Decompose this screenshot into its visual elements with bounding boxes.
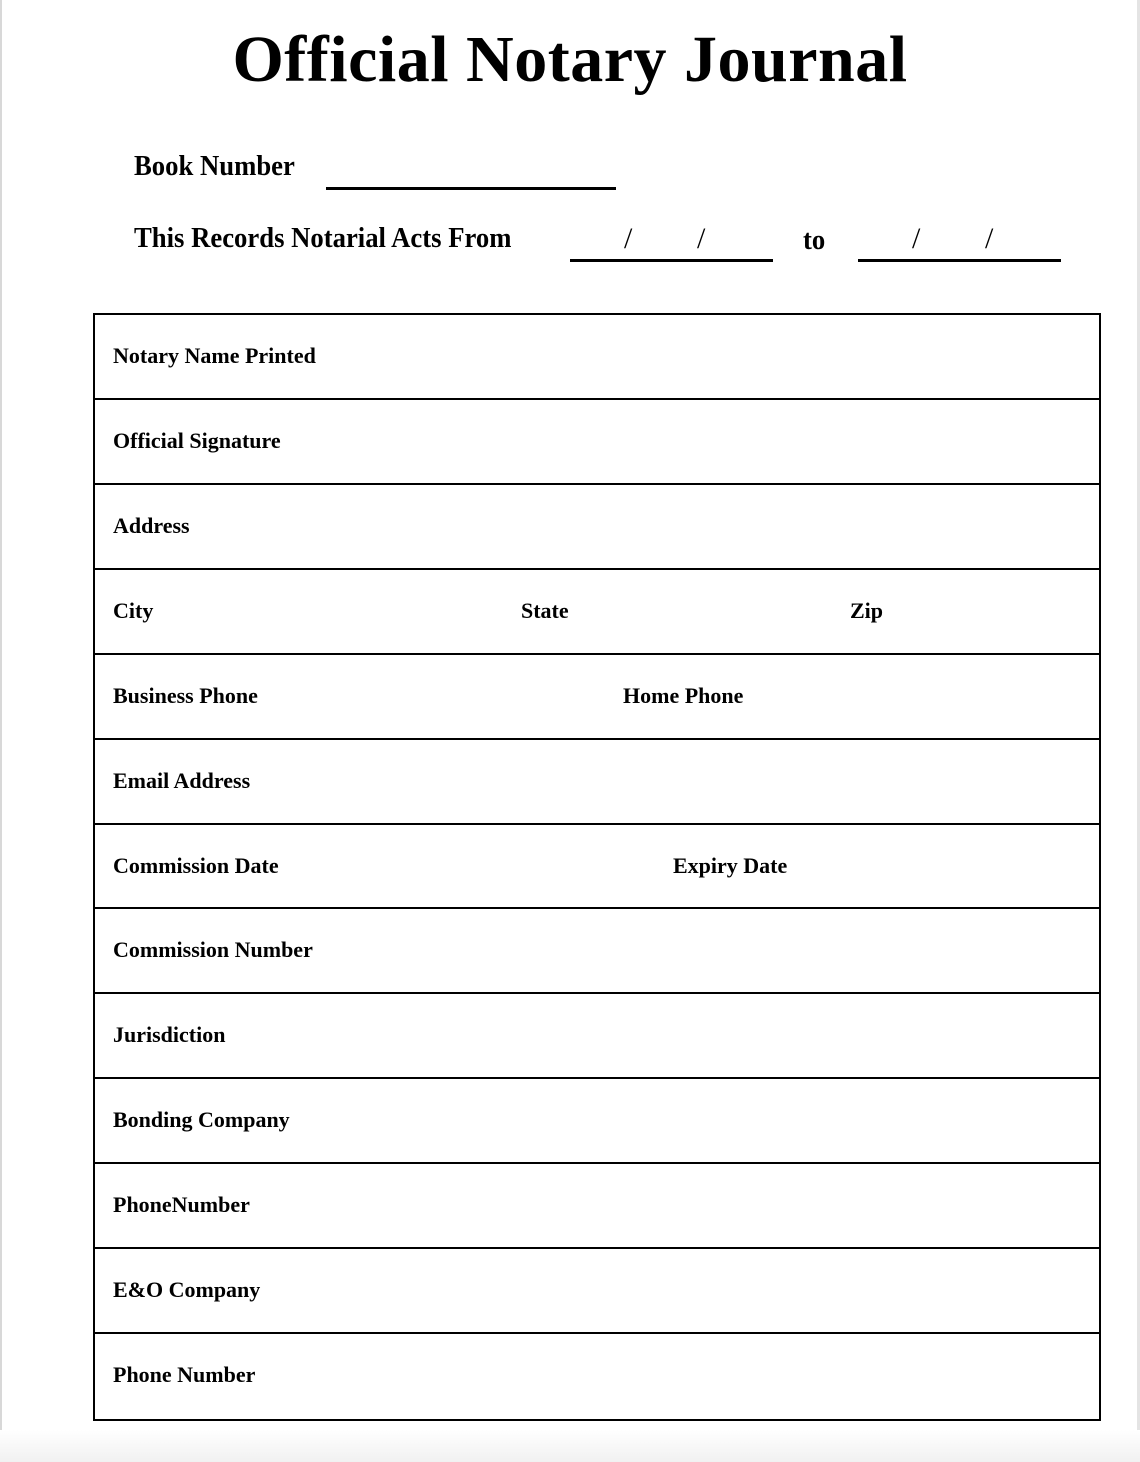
from-date-slash-2: / xyxy=(697,222,706,255)
table-row[interactable] xyxy=(95,740,1099,825)
table-row[interactable] xyxy=(95,400,1099,485)
field-label: State xyxy=(521,597,569,623)
field-label: Jurisdiction xyxy=(113,1022,226,1048)
records-from-label: This Records Notarial Acts From xyxy=(134,222,512,254)
field-label: City xyxy=(113,597,154,623)
page-bottom-shadow xyxy=(0,1430,1140,1462)
table-row[interactable] xyxy=(95,1164,1099,1249)
field-label: Official Signature xyxy=(113,427,281,453)
to-date-field[interactable] xyxy=(858,259,1061,262)
field-label: E&O Company xyxy=(113,1277,261,1303)
table-row[interactable] xyxy=(95,994,1099,1079)
table-row[interactable] xyxy=(95,315,1099,400)
field-label: Notary Name Printed xyxy=(113,343,316,368)
field-label: Commission Date xyxy=(113,852,279,878)
book-number-label: Book Number xyxy=(134,150,295,182)
table-row[interactable] xyxy=(95,485,1099,570)
table-row[interactable] xyxy=(95,655,1099,740)
table-row[interactable] xyxy=(95,909,1099,994)
field-label: Home Phone xyxy=(623,682,744,708)
to-label: to xyxy=(803,224,826,256)
from-date-slash-1: / xyxy=(624,222,633,255)
table-row[interactable] xyxy=(95,825,1099,910)
field-label: Expiry Date xyxy=(673,852,788,878)
table-row[interactable] xyxy=(95,1249,1099,1334)
table-row[interactable] xyxy=(95,570,1099,655)
book-number-field[interactable] xyxy=(326,187,616,190)
page-title: Official Notary Journal xyxy=(232,23,908,96)
page-edge-left xyxy=(0,0,2,1462)
to-date-slash-2: / xyxy=(985,222,994,255)
table-row[interactable] xyxy=(95,1334,1099,1419)
notary-info-table xyxy=(93,313,1101,1421)
from-date-field[interactable] xyxy=(570,259,773,262)
to-date-slash-1: / xyxy=(912,222,921,255)
field-label: Business Phone xyxy=(113,682,258,708)
field-label: Bonding Company xyxy=(113,1107,290,1133)
field-label: Address xyxy=(113,512,190,538)
field-label: PhoneNumber xyxy=(113,1192,250,1218)
field-label: Email Address xyxy=(113,767,251,793)
field-label: Commission Number xyxy=(113,937,313,963)
field-label: Zip xyxy=(850,597,884,623)
field-label: Phone Number xyxy=(113,1362,256,1388)
table-row[interactable] xyxy=(95,1079,1099,1164)
